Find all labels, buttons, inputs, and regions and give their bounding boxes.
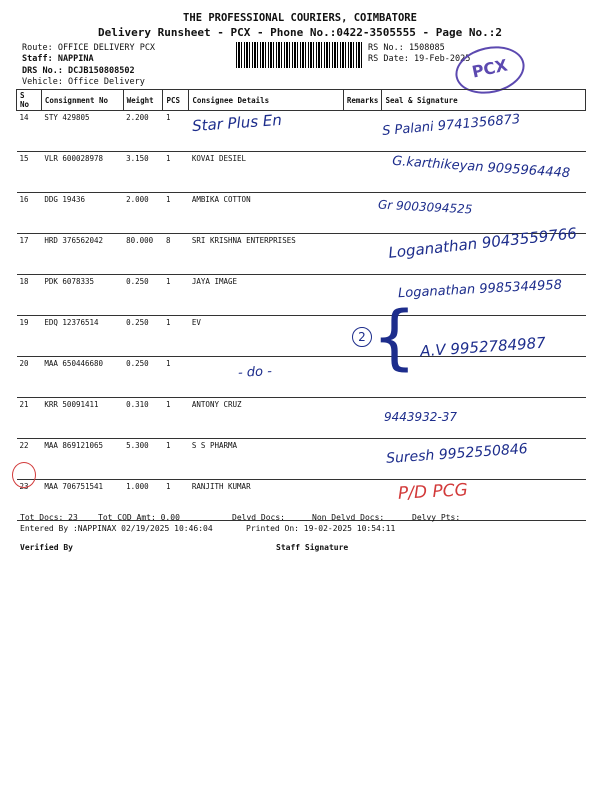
cell-sno: 21 — [17, 398, 42, 439]
cell-pcs: 1 — [163, 357, 189, 398]
cell-consignee: RANJITH KUMAR — [189, 480, 343, 521]
cell-remarks — [343, 439, 382, 480]
table-row — [17, 398, 586, 439]
cell-consignee: S S PHARMA — [189, 439, 343, 480]
handwritten-signature-21: 9443932-37 — [384, 410, 458, 424]
cell-sno: 19 — [17, 316, 42, 357]
cell-consignment: HRD 376562042 — [41, 234, 123, 275]
table-header-row — [17, 90, 586, 111]
cell-pcs: 1 — [163, 316, 189, 357]
cell-consignment: PDK 6078335 — [41, 275, 123, 316]
col-pcs: PCS — [163, 90, 189, 111]
handwritten-brace: { — [372, 296, 417, 378]
drs-number: DRS No.: DCJB150808502 — [22, 66, 135, 76]
cell-remarks — [343, 152, 382, 193]
table-row — [17, 357, 586, 398]
cell-weight: 5.300 — [123, 439, 163, 480]
cell-consignee: SRI KRISHNA ENTERPRISES — [189, 234, 343, 275]
company-title: THE PROFESSIONAL COURIERS, COIMBATORE — [183, 12, 417, 24]
cell-remarks — [343, 111, 382, 152]
handwritten-signature-17: Loganathan 9043559766 — [387, 224, 578, 262]
cell-consignee: JAYA IMAGE — [189, 275, 343, 316]
cell-sno: 14 — [17, 111, 42, 152]
rs-number: RS No.: 1508085 — [368, 43, 445, 53]
cell-pcs: 1 — [163, 152, 189, 193]
staff-signature: Staff Signature — [276, 543, 349, 552]
cell-sno: 18 — [17, 275, 42, 316]
staff-label: Staff: NAPPINA — [22, 54, 94, 64]
handwritten-circled-mark: 2 — [352, 327, 372, 347]
cell-consignment: MAA 706751541 — [41, 480, 123, 521]
cell-pcs: 1 — [163, 275, 189, 316]
cell-consignment: MAA 869121065 — [41, 439, 123, 480]
cell-weight: 2.000 — [123, 193, 163, 234]
cell-sno: 16 — [17, 193, 42, 234]
cell-sno: 22 — [17, 439, 42, 480]
runsheet-subtitle: Delivery Runsheet - PCX - Phone No.:0422-3505555 - Page No.:2 — [98, 26, 502, 39]
non-delivered-docs: Non Delvd Docs: — [312, 513, 385, 522]
cell-weight: 3.150 — [123, 152, 163, 193]
circled-row-23-mark — [12, 462, 36, 488]
table-row — [17, 193, 586, 234]
cell-consignment: DDG 19436 — [41, 193, 123, 234]
cell-consignment: STY 429805 — [41, 111, 123, 152]
handwritten-signature-16: Gr 9003094525 — [377, 197, 473, 217]
cell-weight: 2.200 — [123, 111, 163, 152]
handwritten-signature-15: G.karthikeyan 9095964448 — [391, 153, 571, 182]
cell-weight: 0.310 — [123, 398, 163, 439]
barcode — [236, 42, 364, 68]
total-docs: Tot Docs: 23 — [20, 513, 78, 522]
col-seal-signature: Seal & Signature — [382, 90, 586, 111]
cell-sno: 17 — [17, 234, 42, 275]
cell-consignee: AMBIKA COTTON — [189, 193, 343, 234]
cell-pcs: 8 — [163, 234, 189, 275]
total-cod-amount: Tot COD Amt: 0.00 — [98, 513, 180, 522]
col-consignee: Consignee Details — [189, 90, 343, 111]
cell-remarks — [343, 398, 382, 439]
cell-consignment: VLR 600028978 — [41, 152, 123, 193]
handwritten-signature-14: S Palani 9741356873 — [381, 111, 521, 140]
printed-on: Printed On: 19-02-2025 10:54:11 — [246, 524, 396, 533]
entered-by: Entered By :NAPPINAX 02/19/2025 10:46:04 — [20, 524, 213, 533]
handwritten-signature-23: P/D PCG — [397, 480, 469, 504]
cell-weight: 0.250 — [123, 357, 163, 398]
pcx-stamp: PCX — [451, 40, 529, 100]
cell-consignee: KOVAI DESIEL — [189, 152, 343, 193]
cell-consignee: EV — [189, 316, 343, 357]
cell-weight: 0.250 — [123, 316, 163, 357]
cell-pcs: 1 — [163, 111, 189, 152]
handwritten-signature-18: Loganathan 9985344958 — [397, 277, 563, 302]
cell-pcs: 1 — [163, 439, 189, 480]
cell-pcs: 1 — [163, 398, 189, 439]
cell-consignment: MAA 650446680 — [41, 357, 123, 398]
route-label: Route: OFFICE DELIVERY PCX — [22, 43, 156, 53]
handwritten-signature-22: Suresh 9952550846 — [385, 441, 529, 467]
col-weight: Weight — [123, 90, 163, 111]
verified-by: Verified By — [20, 543, 73, 552]
col-sno: S No — [17, 90, 42, 111]
handwritten-consignee-20: - do - — [237, 364, 273, 381]
vehicle-label: Vehicle: Office Delivery — [22, 77, 145, 87]
col-consignment: Consignment No — [41, 90, 123, 111]
cell-weight: 1.000 — [123, 480, 163, 521]
cell-pcs: 1 — [163, 480, 189, 521]
handwritten-consignee-14: Star Plus En — [191, 110, 283, 136]
cell-weight: 0.250 — [123, 275, 163, 316]
col-remarks: Remarks — [343, 90, 382, 111]
cell-sno: 23 — [17, 480, 42, 521]
rs-date: RS Date: 19-Feb-2025 — [368, 54, 471, 64]
delivery-points: Delvy Pts: — [412, 513, 461, 522]
cell-remarks — [343, 193, 382, 234]
cell-consignment: KRR 50091411 — [41, 398, 123, 439]
cell-sno: 20 — [17, 357, 42, 398]
cell-remarks — [343, 234, 382, 275]
handwritten-signature-19-20: A.V 9952784987 — [419, 333, 547, 361]
cell-pcs: 1 — [163, 193, 189, 234]
delivered-docs: Delvd Docs: — [232, 513, 285, 522]
cell-weight: 80.000 — [123, 234, 163, 275]
cell-sno: 15 — [17, 152, 42, 193]
cell-consignment: EDQ 12376514 — [41, 316, 123, 357]
cell-consignee: ANTONY CRUZ — [189, 398, 343, 439]
